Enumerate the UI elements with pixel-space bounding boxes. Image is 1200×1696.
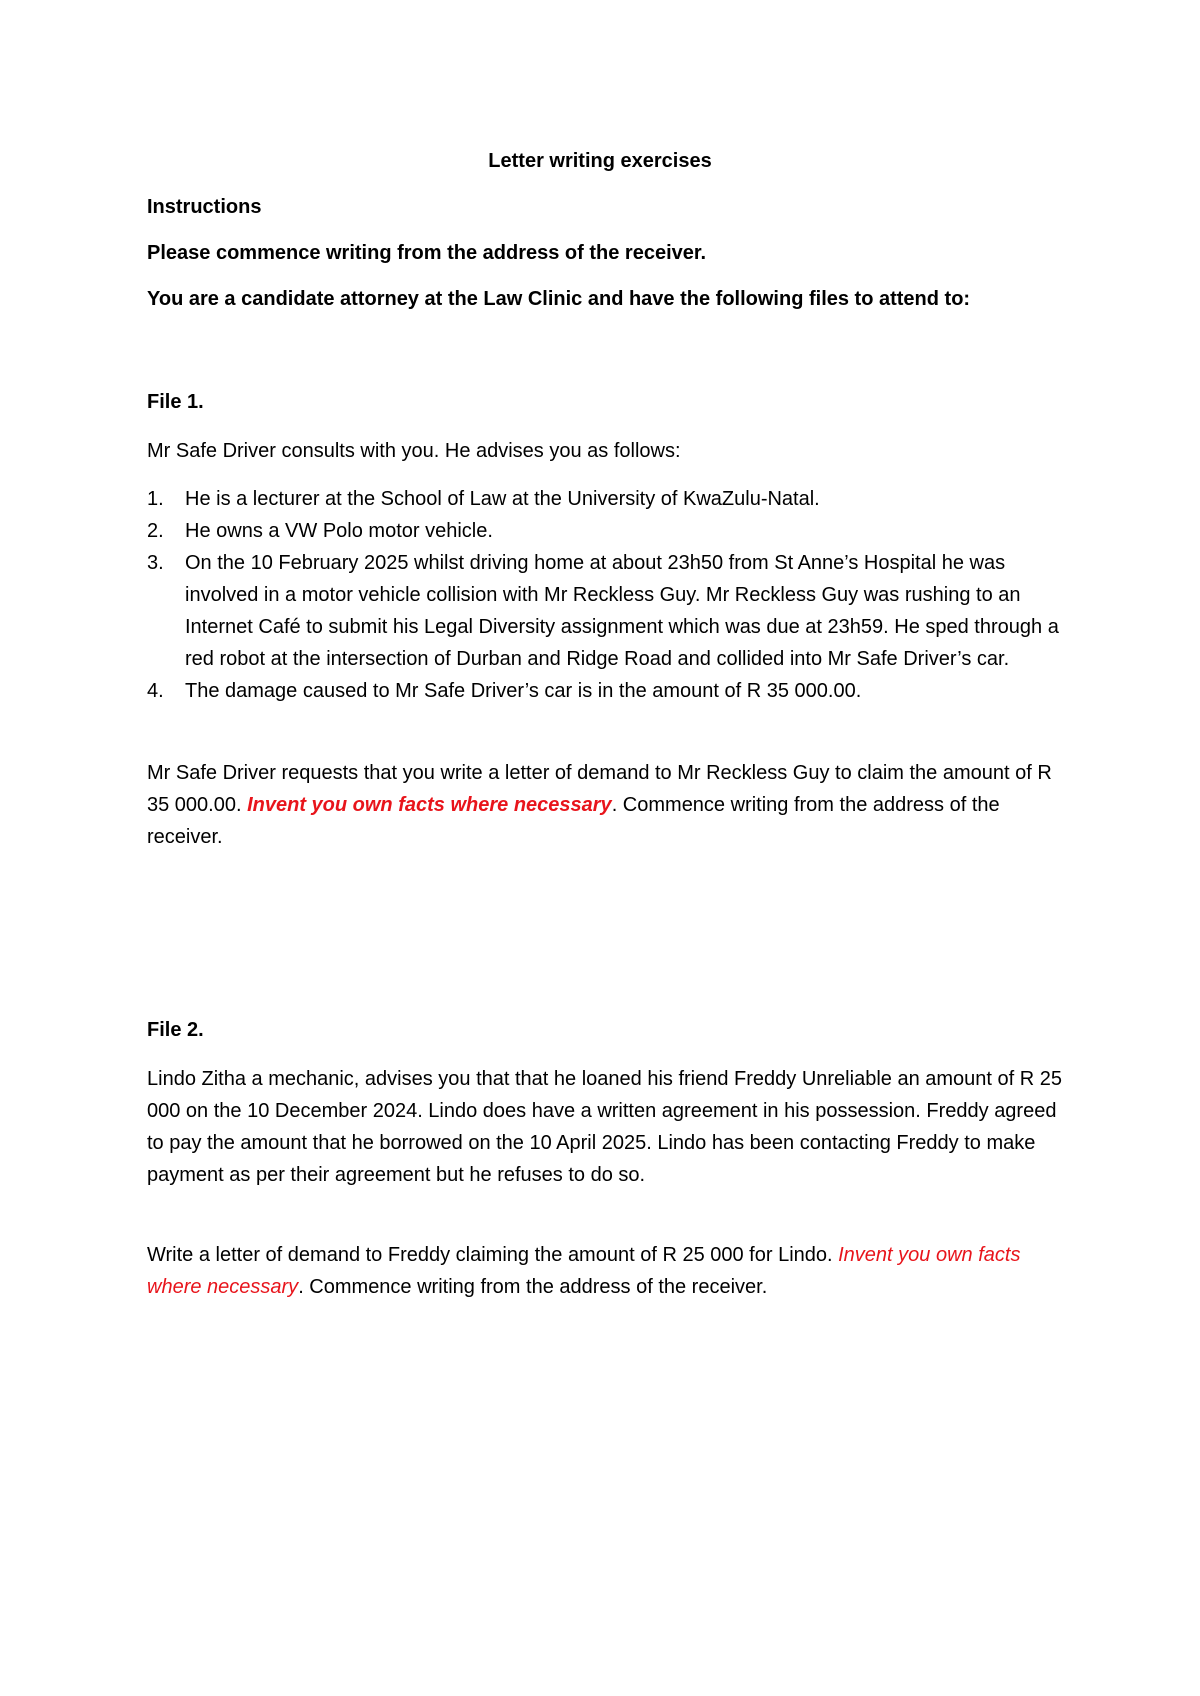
- file2-request: [147, 1239, 1077, 1303]
- list-item: [147, 515, 1077, 547]
- file1-heading: File 1.: [147, 391, 204, 413]
- file1-request-closing: . Commence writing from the address of the receiver.: [147, 794, 1000, 848]
- instruction-files: You are a candidate attorney at the Law Clinic and have the following files to attend to:: [147, 288, 971, 310]
- list-item: [147, 547, 1077, 675]
- list-item: [147, 675, 1077, 707]
- file1-request: [147, 757, 1077, 853]
- list-item-text: The damage caused to Mr Safe Driver’s car is in the amount of R 35 000.00.: [185, 680, 862, 702]
- file2-request-closing: . Commence writing from the address of the receiver.: [298, 1276, 768, 1298]
- file2-body: Lindo Zitha a mechanic, advises you that that he loaned his friend Freddy Unreliable an amount of R 25 000 on the 10 December 2024. Lindo does have a written agreement in his possession. Freddy agreed to pay the amount that he borrowed on the 10 April 2025. Lindo has been contacting Freddy to make payment as per their agreement but he refuses to do so.: [147, 1068, 1062, 1186]
- file1-facts-list: [147, 483, 1077, 707]
- list-item-text: He is a lecturer at the School of Law at the University of KwaZulu-Natal.: [185, 488, 820, 510]
- page-title: Letter writing exercises: [488, 150, 712, 172]
- list-item-text: On the 10 February 2025 whilst driving home at about 23h50 from St Anne’s Hospital he was involved in a motor vehicle collision with Mr Reckless Guy. Mr Reckless Guy was rushing to an Internet Café to submit his Legal Diversity assignment which was due at 23h59. He sped through a red robot at the intersection of Durban and Ridge Road and collided into Mr Safe Driver’s car.: [185, 552, 1059, 670]
- instruction-receiver-address: Please commence writing from the address of the receiver.: [147, 242, 707, 264]
- file2-emphasis-note: Invent you own facts where necessary: [147, 1244, 1021, 1298]
- list-item-text: He owns a VW Polo motor vehicle.: [185, 520, 493, 542]
- list-item: [147, 483, 1077, 515]
- list-item-number: 1.: [147, 488, 164, 510]
- file1-emphasis-note: Invent you own facts where necessary: [247, 794, 612, 816]
- list-item-number: 2.: [147, 520, 164, 542]
- file2-heading: File 2.: [147, 1019, 204, 1041]
- file1-request-text: Mr Safe Driver requests that you write a letter of demand to Mr Reckless Guy to claim the amount of R 35 000.00.: [147, 762, 1052, 816]
- file2-request-text: Write a letter of demand to Freddy claiming the amount of R 25 000 for Lindo.: [147, 1244, 839, 1266]
- instructions-heading: Instructions: [147, 196, 262, 218]
- file1-intro: Mr Safe Driver consults with you. He advises you as follows:: [147, 440, 681, 462]
- list-item-number: 4.: [147, 680, 164, 702]
- list-item-number: 3.: [147, 552, 164, 574]
